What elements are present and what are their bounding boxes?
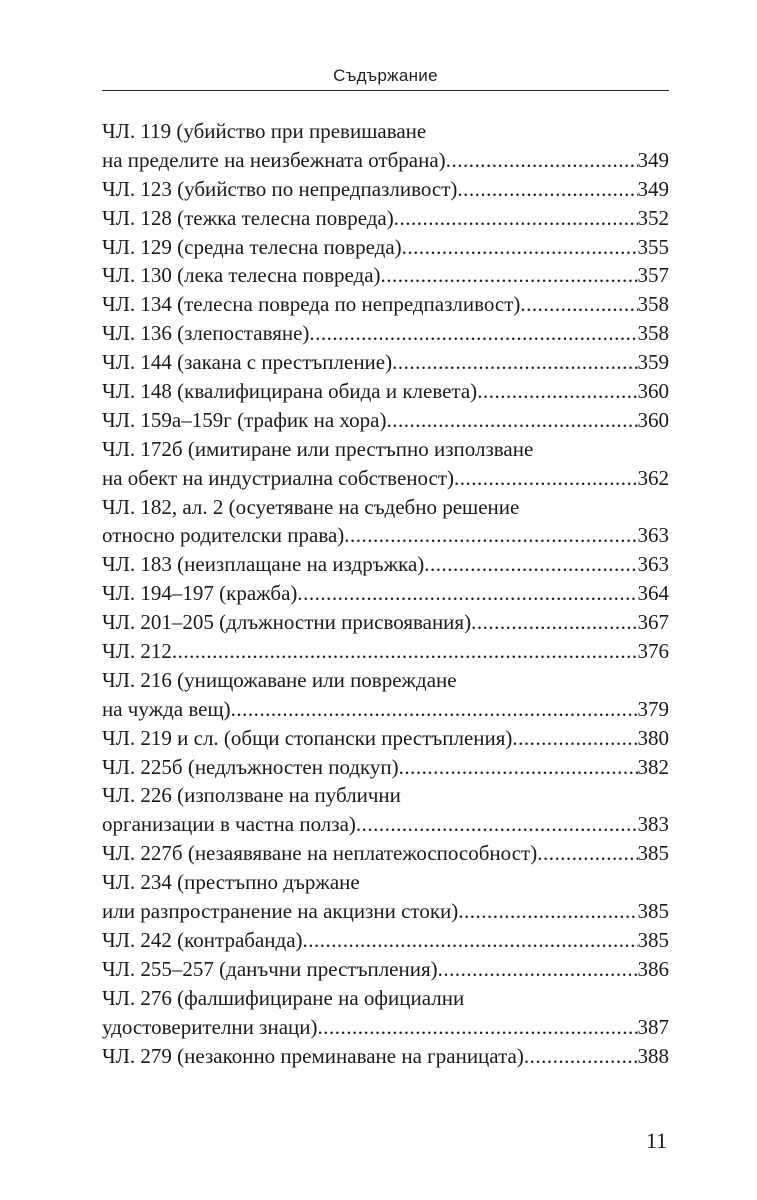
toc-entry-title-line: ЧЛ. 172б (имитиране или престъпно използване (102, 436, 534, 461)
toc-entry-title: ЧЛ. 134 (телесна повреда по непредпазливост) (102, 292, 521, 317)
toc-entry-title-line: ЧЛ. 216 (унищожаване или повреждане (102, 667, 457, 692)
toc-entry-page: 358 (637, 321, 669, 346)
toc-entry-page: 385 (637, 927, 669, 952)
toc-entry-title: организации в частна полза) (102, 812, 356, 837)
toc-entry-line (102, 1013, 669, 1042)
toc-entry-line (102, 175, 669, 204)
toc-entry-line (102, 608, 669, 637)
dot-leader (471, 608, 637, 637)
toc-entry (102, 233, 669, 262)
toc-entry-line (102, 521, 669, 550)
toc-entry-title-line: ЧЛ. 276 (фалшифициране на официални (102, 985, 465, 1010)
toc-entry-first-line (102, 493, 669, 522)
dot-leader (524, 1042, 638, 1071)
toc-entry (102, 550, 669, 579)
toc-entry-title-line: ЧЛ. 182, ал. 2 (осуетяване на съдебно решение (102, 494, 520, 519)
dot-leader (303, 926, 638, 955)
toc-entry-first-line (102, 868, 669, 897)
dot-leader (172, 637, 638, 666)
toc-entry-line (102, 550, 669, 579)
toc-entry (102, 666, 669, 724)
toc-entry (102, 117, 669, 175)
toc-entry-line (102, 839, 669, 868)
toc-entry-page: 363 (637, 552, 669, 577)
toc-entry-line (102, 724, 669, 753)
toc-entry-page: 355 (637, 234, 669, 259)
toc-entry (102, 435, 669, 493)
toc-entry-line (102, 233, 669, 262)
dot-leader (402, 233, 638, 262)
toc-entry-page: 349 (637, 147, 669, 172)
toc-entry-line (102, 204, 669, 233)
toc-entry-line (102, 926, 669, 955)
table-of-contents (102, 117, 669, 1070)
toc-entry-line (102, 810, 669, 839)
toc-entry-title: на обект на индустриална собственост) (102, 465, 455, 490)
toc-entry-page: 358 (637, 292, 669, 317)
toc-entry (102, 868, 669, 926)
toc-entry-line (102, 637, 669, 666)
dot-leader (457, 175, 637, 204)
page-number: 11 (646, 1128, 668, 1153)
toc-entry-page: 352 (637, 205, 669, 230)
toc-entry-title: или разпространение на акцизни стоки) (102, 899, 459, 924)
dot-leader (394, 204, 638, 233)
dot-leader (318, 1013, 638, 1042)
dot-leader (537, 839, 637, 868)
toc-entry-title: ЧЛ. 255–257 (данъчни престъпления) (102, 956, 438, 981)
toc-entry-title-line: ЧЛ. 234 (престъпно държане (102, 870, 360, 895)
toc-entry-page: 387 (637, 1014, 669, 1039)
toc-entry (102, 261, 669, 290)
toc-entry-page: 349 (637, 176, 669, 201)
toc-entry-title: ЧЛ. 194–197 (кражба) (102, 581, 298, 606)
toc-entry-title: ЧЛ. 136 (злепоставяне) (102, 321, 310, 346)
toc-entry-page: 385 (637, 899, 669, 924)
dot-leader (446, 146, 638, 175)
toc-entry-title: относно родителски права) (102, 523, 345, 548)
dot-leader (297, 579, 637, 608)
toc-entry (102, 839, 669, 868)
toc-entry-title: ЧЛ. 144 (закана с престъпление) (102, 350, 393, 375)
toc-entry (102, 608, 669, 637)
toc-entry-page: 379 (637, 696, 669, 721)
toc-entry-line (102, 897, 669, 926)
toc-entry-line (102, 406, 669, 435)
toc-entry-title: на чужда вещ) (102, 696, 231, 721)
toc-entry (102, 753, 669, 782)
running-header (102, 64, 669, 91)
toc-entry-page: 386 (637, 956, 669, 981)
toc-entry (102, 955, 669, 984)
toc-entry-line (102, 464, 669, 493)
toc-entry-page: 385 (637, 841, 669, 866)
dot-leader (392, 348, 637, 377)
toc-entry-page: 388 (637, 1043, 669, 1068)
toc-entry-title-line: ЧЛ. 119 (убийство при превишаване (102, 119, 427, 143)
dot-leader (512, 724, 637, 753)
toc-entry-page: 364 (637, 581, 669, 606)
toc-entry (102, 926, 669, 955)
toc-entry-title: ЧЛ. 219 и сл. (общи стопански престъпления) (102, 725, 513, 750)
toc-entry-title: ЧЛ. 130 (лека телесна повреда) (102, 263, 381, 288)
dot-leader (344, 521, 637, 550)
toc-entry-title: ЧЛ. 129 (средна телесна повреда) (102, 234, 402, 259)
toc-entry (102, 724, 669, 753)
toc-entry-title: ЧЛ. 128 (тежка телесна повреда) (102, 205, 394, 230)
dot-leader (424, 550, 637, 579)
dot-leader (477, 377, 637, 406)
dot-leader (356, 810, 638, 839)
toc-entry-line (102, 579, 669, 608)
toc-entry-line (102, 377, 669, 406)
toc-entry-page: 376 (637, 639, 669, 664)
dot-leader (438, 955, 638, 984)
toc-entry (102, 493, 669, 551)
toc-entry-title: ЧЛ. 148 (квалифицирана обида и клевета) (102, 379, 478, 404)
dot-leader (458, 897, 637, 926)
toc-entry-title: ЧЛ. 227б (незаявяване на неплатежоспособност) (102, 841, 538, 866)
dot-leader (399, 753, 638, 782)
toc-entry-line (102, 695, 669, 724)
toc-entry (102, 348, 669, 377)
toc-entry (102, 781, 669, 839)
toc-entry (102, 406, 669, 435)
toc-entry (102, 290, 669, 319)
dot-leader (231, 695, 638, 724)
toc-entry (102, 319, 669, 348)
toc-entry (102, 984, 669, 1042)
toc-entry-page: 382 (637, 754, 669, 779)
toc-entry-first-line (102, 117, 669, 146)
dot-leader (454, 464, 637, 493)
toc-entry (102, 204, 669, 233)
toc-entry-title: на пределите на неизбежната отбрана) (102, 147, 446, 172)
toc-entry-title: ЧЛ. 159а–159г (трафик на хора) (102, 407, 387, 432)
toc-entry-title: ЧЛ. 201–205 (длъжностни присвоявания) (102, 610, 472, 635)
toc-entry-first-line (102, 781, 669, 810)
toc-entry (102, 1042, 669, 1071)
dot-leader (381, 261, 638, 290)
toc-entry-page: 367 (637, 610, 669, 635)
toc-entry-first-line (102, 666, 669, 695)
toc-entry (102, 637, 669, 666)
toc-entry-line (102, 319, 669, 348)
toc-entry-line (102, 348, 669, 377)
dot-leader (520, 290, 637, 319)
toc-entry (102, 377, 669, 406)
toc-entry-page: 357 (637, 263, 669, 288)
dot-leader (309, 319, 637, 348)
toc-entry-title: удостоверителни знаци) (102, 1014, 318, 1039)
header-title: Съдържание (333, 66, 438, 85)
toc-entry-title: ЧЛ. 279 (незаконно преминаване на границата) (102, 1043, 524, 1068)
dot-leader (386, 406, 637, 435)
toc-entry-page: 383 (637, 812, 669, 837)
toc-entry-title: ЧЛ. 123 (убийство по непредпазливост) (102, 176, 458, 201)
toc-entry (102, 579, 669, 608)
toc-entry-page: 359 (637, 350, 669, 375)
toc-entry (102, 175, 669, 204)
toc-entry-page: 360 (637, 407, 669, 432)
toc-entry-page: 362 (637, 465, 669, 490)
toc-entry-line (102, 146, 669, 175)
toc-entry-title-line: ЧЛ. 226 (използване на публични (102, 783, 401, 808)
toc-entry-page: 363 (637, 523, 669, 548)
toc-entry-line (102, 290, 669, 319)
toc-entry-line (102, 1042, 669, 1071)
toc-entry-line (102, 261, 669, 290)
toc-entry-first-line (102, 435, 669, 464)
toc-entry-first-line (102, 984, 669, 1013)
toc-entry-page: 360 (637, 379, 669, 404)
toc-entry-title: ЧЛ. 212 (102, 639, 172, 664)
toc-entry-title: ЧЛ. 225б (недлъжностен подкуп) (102, 754, 399, 779)
toc-entry-title: ЧЛ. 183 (неизплащане на издръжка) (102, 552, 425, 577)
toc-entry-line (102, 753, 669, 782)
toc-entry-line (102, 955, 669, 984)
toc-entry-title: ЧЛ. 242 (контрабанда) (102, 927, 303, 952)
toc-entry-page: 380 (637, 725, 669, 750)
